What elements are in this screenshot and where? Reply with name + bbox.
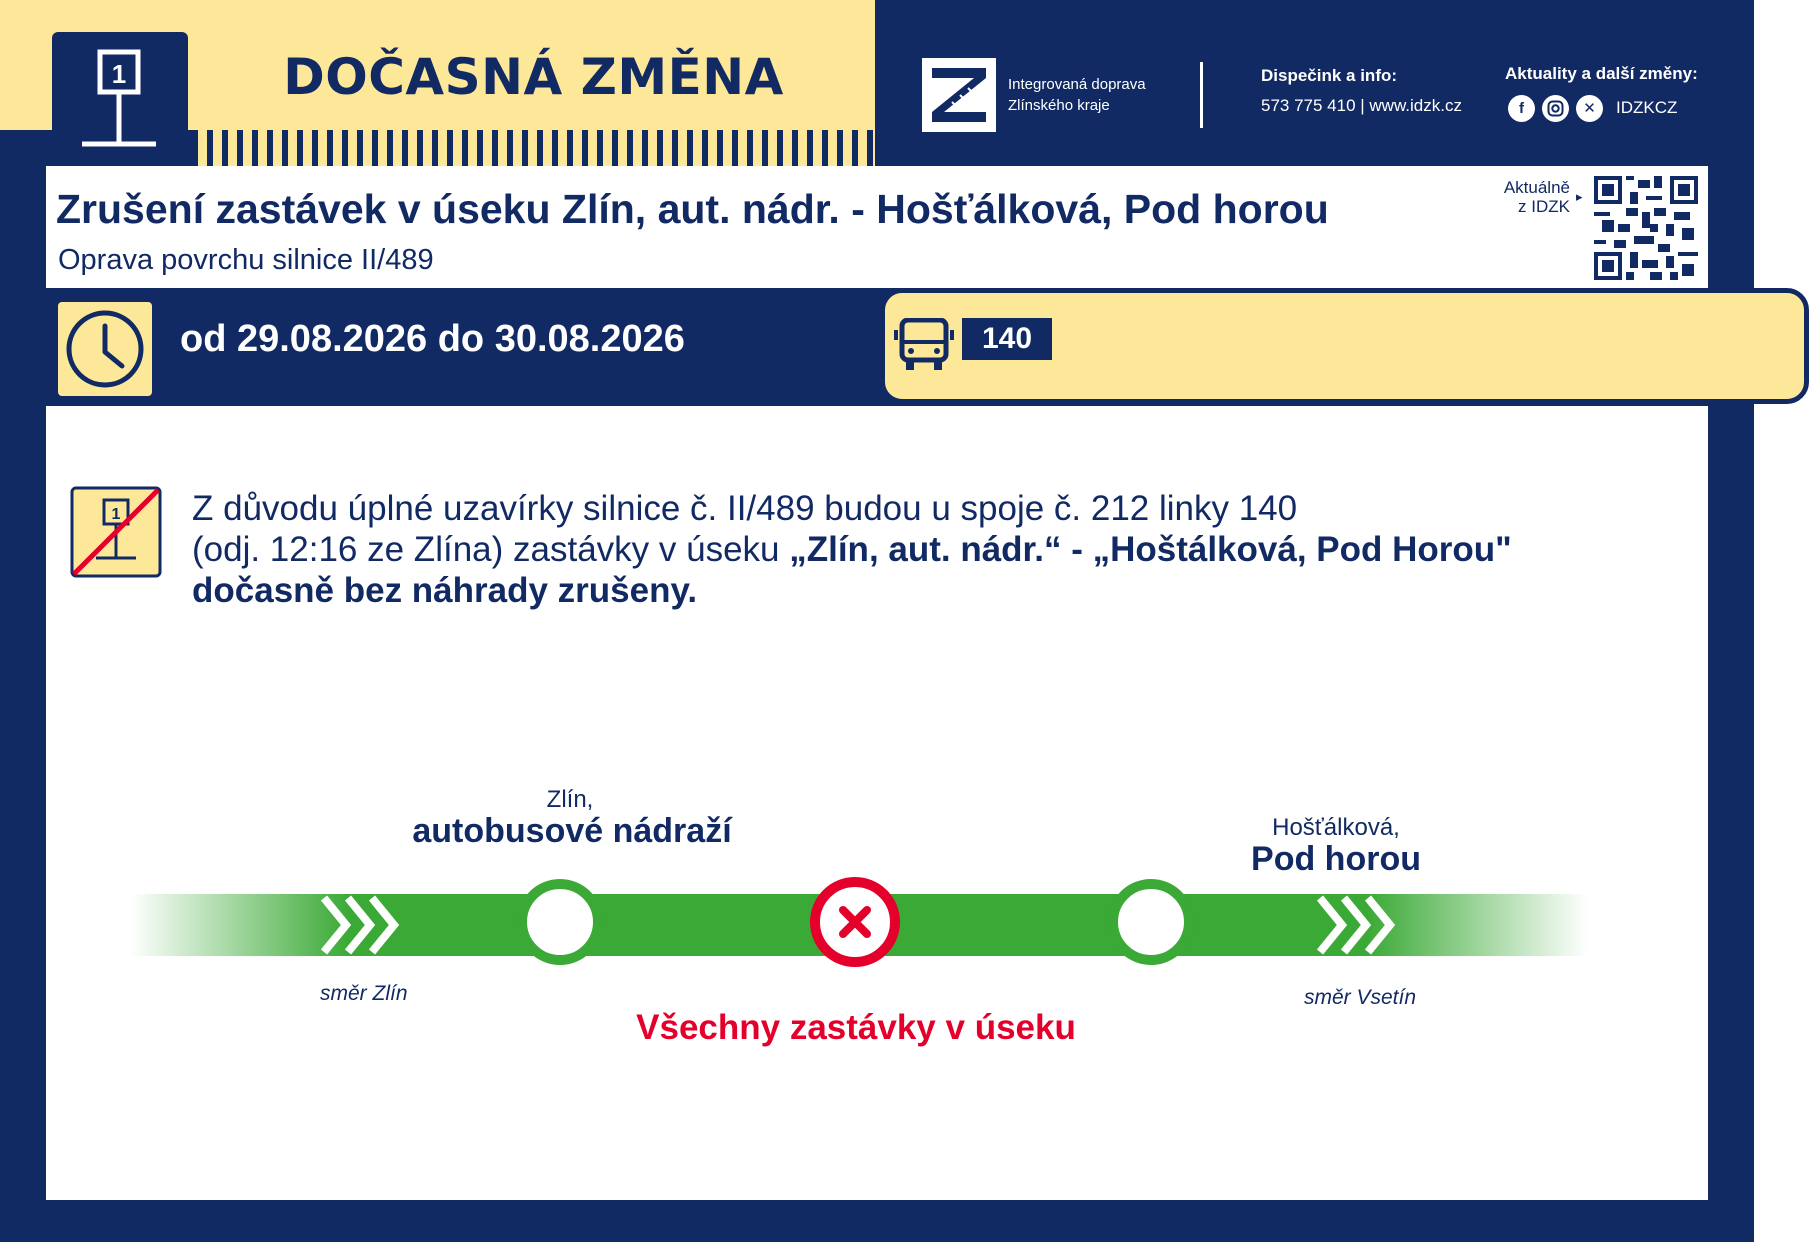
header-divider bbox=[1200, 62, 1203, 128]
notice-subheadline: Oprava povrchu silnice II/489 bbox=[58, 244, 434, 276]
stop-hostalkova-marker bbox=[1113, 884, 1189, 960]
dispatch-label: Dispečink a info: bbox=[1261, 66, 1398, 85]
stop-left-name: autobusové nádraží bbox=[412, 812, 732, 850]
cancelled-section-label: Všechny zastávky v úseku bbox=[636, 1008, 1076, 1047]
notice-headline: Zrušení zastávek v úseku Zlín, aut. nádr. - Hošťálková, Pod horou bbox=[56, 186, 1329, 232]
instagram-icon[interactable] bbox=[1542, 95, 1569, 122]
body-line-2-text: (odj. 12:16 ze Zlína) zastávky v úseku bbox=[192, 530, 790, 569]
page-title: DOČASNÁ ZMĚNA bbox=[283, 48, 784, 106]
news-label: Aktuality a další změny: bbox=[1505, 64, 1698, 83]
clock-icon bbox=[58, 302, 152, 396]
notice-body bbox=[192, 488, 1622, 611]
svg-text:1: 1 bbox=[111, 506, 121, 523]
body-line-3-text: dočasně bez náhrady zrušeny. bbox=[192, 571, 698, 610]
social-links bbox=[1508, 94, 1677, 122]
body-line-2 bbox=[192, 529, 1622, 570]
direction-left-label: směr Zlín bbox=[320, 982, 408, 1005]
decorative-stripes bbox=[192, 130, 875, 166]
stop-right-city: Hošťálková, bbox=[1272, 814, 1400, 841]
qr-code[interactable] bbox=[1594, 176, 1698, 280]
qr-arrow-icon: ▸ bbox=[1576, 190, 1583, 205]
direction-right-label: směr Vsetín bbox=[1304, 986, 1417, 1009]
idzk-logo bbox=[922, 58, 996, 132]
qr-label: Aktuálně z IDZK bbox=[1503, 178, 1570, 216]
stop-right-name: Pod horou bbox=[1251, 840, 1421, 878]
stop-zlin-marker bbox=[522, 884, 598, 960]
cancelled-stop-icon bbox=[70, 486, 162, 578]
body-line-1: Z důvodu úplné uzavírky silnice č. II/489 budou u spoje č. 212 linky 140 bbox=[192, 489, 1298, 528]
organization-name: Integrovaná doprava Zlínského kraje bbox=[1008, 76, 1146, 114]
body-line-2-stops: „Zlín, aut. nádr.“ - „Hoštálková, Pod Horou" bbox=[789, 530, 1512, 569]
line-number-badge[interactable]: 140 bbox=[962, 318, 1052, 360]
dispatch-contact[interactable]: 573 775 410 | www.idzk.cz bbox=[1261, 96, 1462, 115]
body-line-3 bbox=[192, 570, 1622, 611]
social-handle: IDZKCZ bbox=[1616, 98, 1678, 117]
bus-stop-sign-icon bbox=[52, 32, 188, 168]
svg-text:1: 1 bbox=[111, 59, 127, 89]
x-icon[interactable]: ✕ bbox=[1576, 95, 1603, 122]
route-fade-left bbox=[130, 894, 350, 956]
stop-left-city: Zlín, bbox=[546, 786, 594, 813]
facebook-icon[interactable]: f bbox=[1508, 95, 1535, 122]
bus-icon bbox=[894, 318, 954, 374]
validity-dates: od 29.08.2026 do 30.08.2026 bbox=[180, 318, 685, 360]
route-fade-right bbox=[1366, 894, 1588, 956]
